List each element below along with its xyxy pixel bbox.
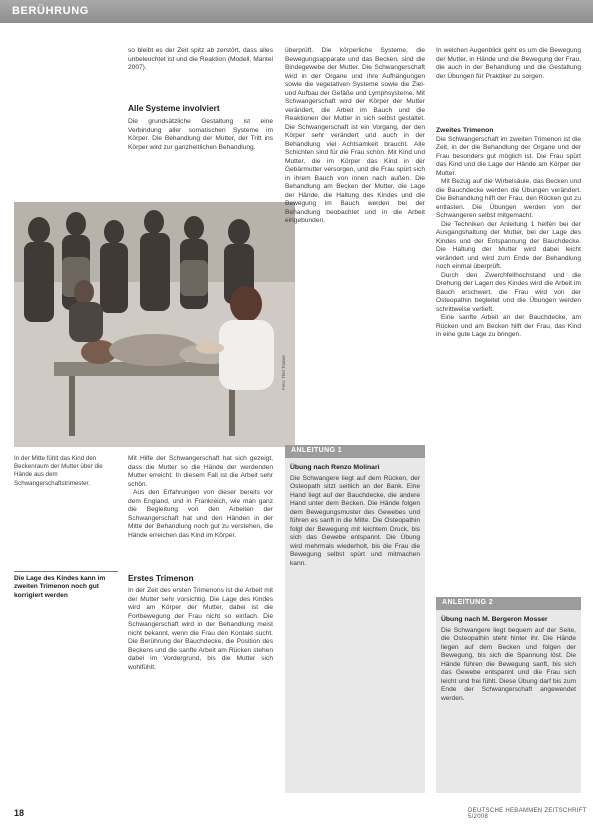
anleitung1-text: Die Schwangere liegt auf dem Rücken, der Osteopath sitzt seitlich an der Bank. Eine Hand liegt auf der Bauchdecke, die andere Hand unter dem Becken. Die Hände folgen dem Bewegungsmuster des Gewebes und führen es sanft in die Mitte. Die Osteopathin folgt der Bewegung mit leichtem Druck, bis sich das Gewebe entspannt. Die Übung wird mehrmals wiederholt, bis die Frau die Bewegung selbst spürt und mitmachen kann. xyxy=(290,474,420,567)
col1-mid xyxy=(128,455,273,540)
alle-systeme-text: Die grundsätzliche Gestaltung ist eine Verbindung aller somatischen Systeme im Körper. Die Behandlung der Mutter, der Tritt ins Körper wird zur ganzheitlichen Behandlung. xyxy=(128,118,273,151)
zweites-trimenon-p1: Die Schwangerschaft im zweiten Trimenon ist die Zeit, in der die Behandlung der Organe und der Frau besonders gut möglich ist. Die Frau spürt das Kind und die Lage der Hände am Körper der Mutter. xyxy=(436,135,581,177)
anleitung2-content xyxy=(441,616,576,703)
col2-body xyxy=(285,47,425,226)
anleitung1-title: Übung nach Renzo Molinari xyxy=(290,464,380,471)
zweites-trimenon-p3: Die Techniken der Anleitung 1 helfen bei der Ausgangshaltung der Mutter, bei der Lage des Kindes und der Entspannung der Bauchdecke. Die Haltung der Mutter wird dabei leicht verändert und wird zum Ende der Behandlung noch einmal überprüft. xyxy=(436,220,581,270)
anleitung1-bar xyxy=(285,445,425,458)
heading-alle-systeme: Alle Systeme involviert xyxy=(128,103,220,113)
col1-mid-p1: Mit Hilfe der Schwangerschaft hat sich gezeigt, dass die Mutter so die Hände der werdenden Mutter erreicht. In diesem Fall ist die Arbeit sehr schön. xyxy=(128,455,273,488)
col1-erstes-trimenon xyxy=(128,587,273,672)
col1-intro-text: so bleibt es der Zeit spitz ab zerstört, dass alles unbeleuchtet ist und die Reaktion (Modell, Mantel 2007). xyxy=(128,47,273,71)
heading-zweites-trimenon: Zweites Trimenon xyxy=(436,127,494,134)
col1-alle-systeme xyxy=(128,118,273,152)
anleitung1-label: ANLEITUNG 1 xyxy=(291,447,343,454)
col3-zweites-trimenon xyxy=(436,127,581,340)
col1-intro xyxy=(128,47,273,73)
col3-intro-text: In welchen Augenblick geht es um die Bewegung der Mutter, in Hände und die Bewegung der Frau, die auch in der Behandlung und die Gestaltung der Übungen für Praktiker zu sorgen. xyxy=(436,47,581,80)
zweites-trimenon-p4: Durch den Zwerchfellhochstand und die Drehung der Lagen des Kindes wird die Arbeit im Bauch erschwert, die Frau wird von der Osteopathin begleitet und die Übungen werden schrittweise vertieft. xyxy=(436,271,581,313)
side-heading-rule xyxy=(14,571,118,572)
section-title: BERÜHRUNG xyxy=(12,5,89,17)
erstes-trimenon-text: In der Zeit des ersten Trimenons ist die Arbeit mit der Mutter sehr vorsichtig. Die Lage des Kindes wird am Körper der Mutter, dabei ist die Fortbewegung der Frau nicht so einfach. Die Schwangerschaft wird in der Behandlung meist nicht bekannt, wenn die Frau den Kontakt sucht. Die Berührung der Bauchdecke, die Position des Beckens und die sanfte Arbeit am Rücken stehen dabei im Vordergrund, bis die Mutter sich wohlfühlt. xyxy=(128,587,273,671)
col2-body-text: überprüft. Die körperliche Systeme, die Bewegungsapparate und das Becken, sind die Bindegewebe der Mutter. Die Schwangerschaft wird in der Organe und ihre Aufhängungen sowie die vegetativen Systeme sowie die Ziel- und Aufbau der Gefäße und Lymphsysteme. Mit Schwangerschaft wird der Körper der Mutter verändert, die Arbeit im Bauch und die Reaktionen der Mutter in sich selbst gestaltet. Die Schwangerschaft ist ein Vorgang, der den Körper sehr verändert und auch in der Behandlung viel Achtsamkeit braucht. Alle Schichten sind für die Frau schön. Mit Kind und Mutter, die im Körper das Kind in der Gebärmutter versorgen, und die Frau spürt sich in ihrem Bauch von innen nach außen. Die Behandlung am Becken der Mutter, die Lage der Hände, die Haltung des Kindes und die Bewegung im Bauch werden bei der Behandlung beobachtet und in die Arbeit eingebunden. xyxy=(285,47,425,224)
zweites-trimenon-p5: Eine sanfte Arbeit an der Bauchdecke, am Rücken und am Becken hilft der Frau, das Kind in eine gute Lage zu bringen. xyxy=(436,314,581,338)
zweites-trimenon-p2: Mit Bezug auf die Wirbelsäule, das Becken und die Bauchdecke werden die Übungen verändert. Die Behandlung hilft der Frau, den Rücken gut zu entlasten. Die Übungen werden von der Schwangeren selbst mitgemacht. xyxy=(436,178,581,219)
section-header-bar xyxy=(0,0,593,23)
treatment-photo-illustration xyxy=(14,202,295,447)
side-heading: Die Lage des Kindes kann im zweiten Trimenon noch gut korrigiert werden xyxy=(14,575,106,599)
photo-credit: Foto: Titel Trainer xyxy=(281,355,286,391)
col1-mid-p2: Aus den Erfahrungen von dieser bereits vor dem England, und in Frankreich, wie man ganz die Begleitung von den Arbeiten der Schwangerschaft hat und den Händen in der Mitte der Behandlung noch gut zu verstehen, die Hände erreichen das Kind im Körper. xyxy=(128,489,273,539)
anleitung2-bar xyxy=(436,597,581,610)
page-number: 18 xyxy=(14,808,25,818)
anleitung2-label: ANLEITUNG 2 xyxy=(442,599,494,606)
heading-erstes-trimenon: Erstes Trimenon xyxy=(128,573,194,583)
col3-intro xyxy=(436,47,581,81)
anleitung2-title: Übung nach M. Bergeron Mosser xyxy=(441,616,548,623)
anleitung1-content xyxy=(290,464,420,568)
anleitung2-text: Die Schwangere liegt bequem auf der Seite, die Osteopathin steht hinter ihr. Die Hände liegen auf dem Becken und folgen der Bewegung, bis sich die Spannung löst. Die Hände führen die Bewegung sanft, bis sich das Gewebe entspannt und die Frau sich leicht und frei fühlt. Diese Übung darf bis zum Ende der Schwangerschaft angewendet werden. xyxy=(441,626,576,702)
photo-caption: In der Mitte fühlt das Kind den Beckenraum der Mutter über die Hände aus dem Schwangerschaftstrimester. xyxy=(14,455,103,487)
journal-footer: DEUTSCHE HEBAMMEN ZEITSCHRIFT 5/2008 xyxy=(468,808,587,820)
treatment-photo xyxy=(14,202,295,447)
